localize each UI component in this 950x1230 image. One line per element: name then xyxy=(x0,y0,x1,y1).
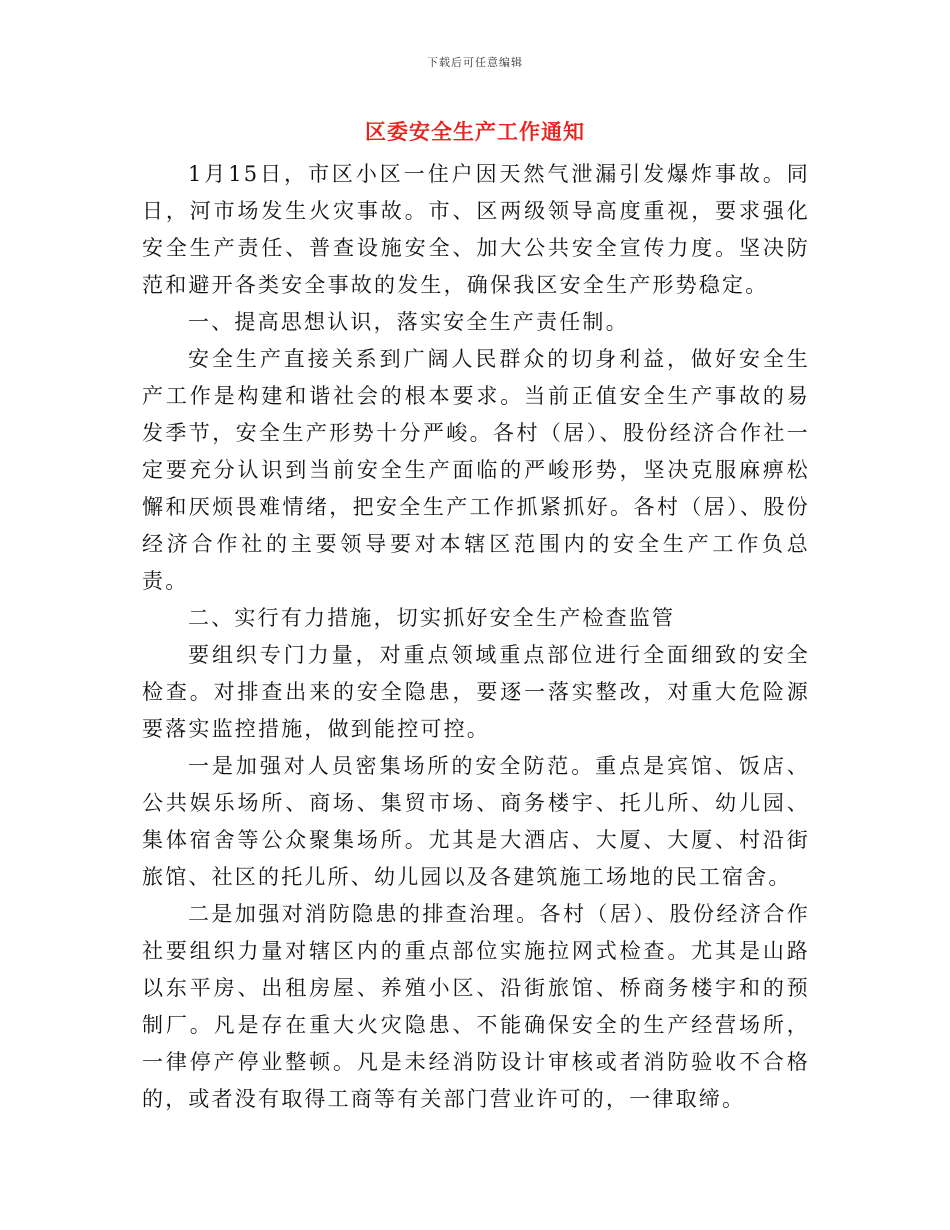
paragraph-crowded-places: 一是加强对人员密集场所的安全防范。重点是宾馆、饭店、公共娱乐场所、商场、集贸市场、商务楼宇、托儿所、幼儿园、集体宿舍等公众聚集场所。尤其是大酒店、大厦、大厦、村沿街旅馆、社区的托儿所、幼儿园以及各建筑施工场地的民工宿舍。 xyxy=(142,754,810,889)
paragraph-fire-hazards: 二是加强对消防隐患的排查治理。各村（居）、股份经济合作社要组织力量对辖区内的重点部位实施拉网式检查。尤其是山路以东平房、出租房屋、养殖小区、沿街旅馆、桥商务楼宇和的预制厂。凡是存在重大火灾隐患、不能确保安全的生产经营场所，一律停产停业整顿。凡是未经消防设计审核或者消防验收不合格的，或者没有取得工商等有关部门营业许可的，一律取缔。 xyxy=(142,902,810,1111)
paragraph-intro: 1月15日，市区小区一住户因天然气泄漏引发爆炸事故。同日，河市场发生火灾事故。市、区两级领导高度重视，要求强化安全生产责任、普查设施安全、加大公共安全宣传力度。坚决防范和避开各类安全事故的发生，确保我区安全生产形势稳定。 xyxy=(142,162,810,297)
section-heading-1: 一、提高思想认识，落实安全生产责任制。 xyxy=(188,310,629,334)
section-heading-2: 二、实行有力措施，切实抓好安全生产检查监管 xyxy=(188,606,676,630)
document-title: 区委安全生产工作通知 xyxy=(365,119,585,144)
page-header-note: 下载后可任意编辑 xyxy=(427,56,523,69)
paragraph-inspection: 要组织专门力量，对重点领域重点部位进行全面细致的安全检查。对排查出来的安全隐患，要逐一落实整改，对重大危险源要落实监控措施，做到能控可控。 xyxy=(142,643,810,741)
document-body xyxy=(142,156,810,1118)
paragraph-responsibility: 安全生产直接关系到广阔人民群众的切身利益，做好安全生产工作是构建和谐社会的根本要求。当前正值安全生产事故的易发季节，安全生产形势十分严峻。各村（居）、股份经济合作社一定要充分认识到当前安全生产面临的严峻形势，坚决克服麻痹松懈和厌烦畏难情绪，把安全生产工作抓紧抓好。各村（居）、股份经济合作社的主要领导要对本辖区范围内的安全生产工作负总责。 xyxy=(142,347,810,593)
